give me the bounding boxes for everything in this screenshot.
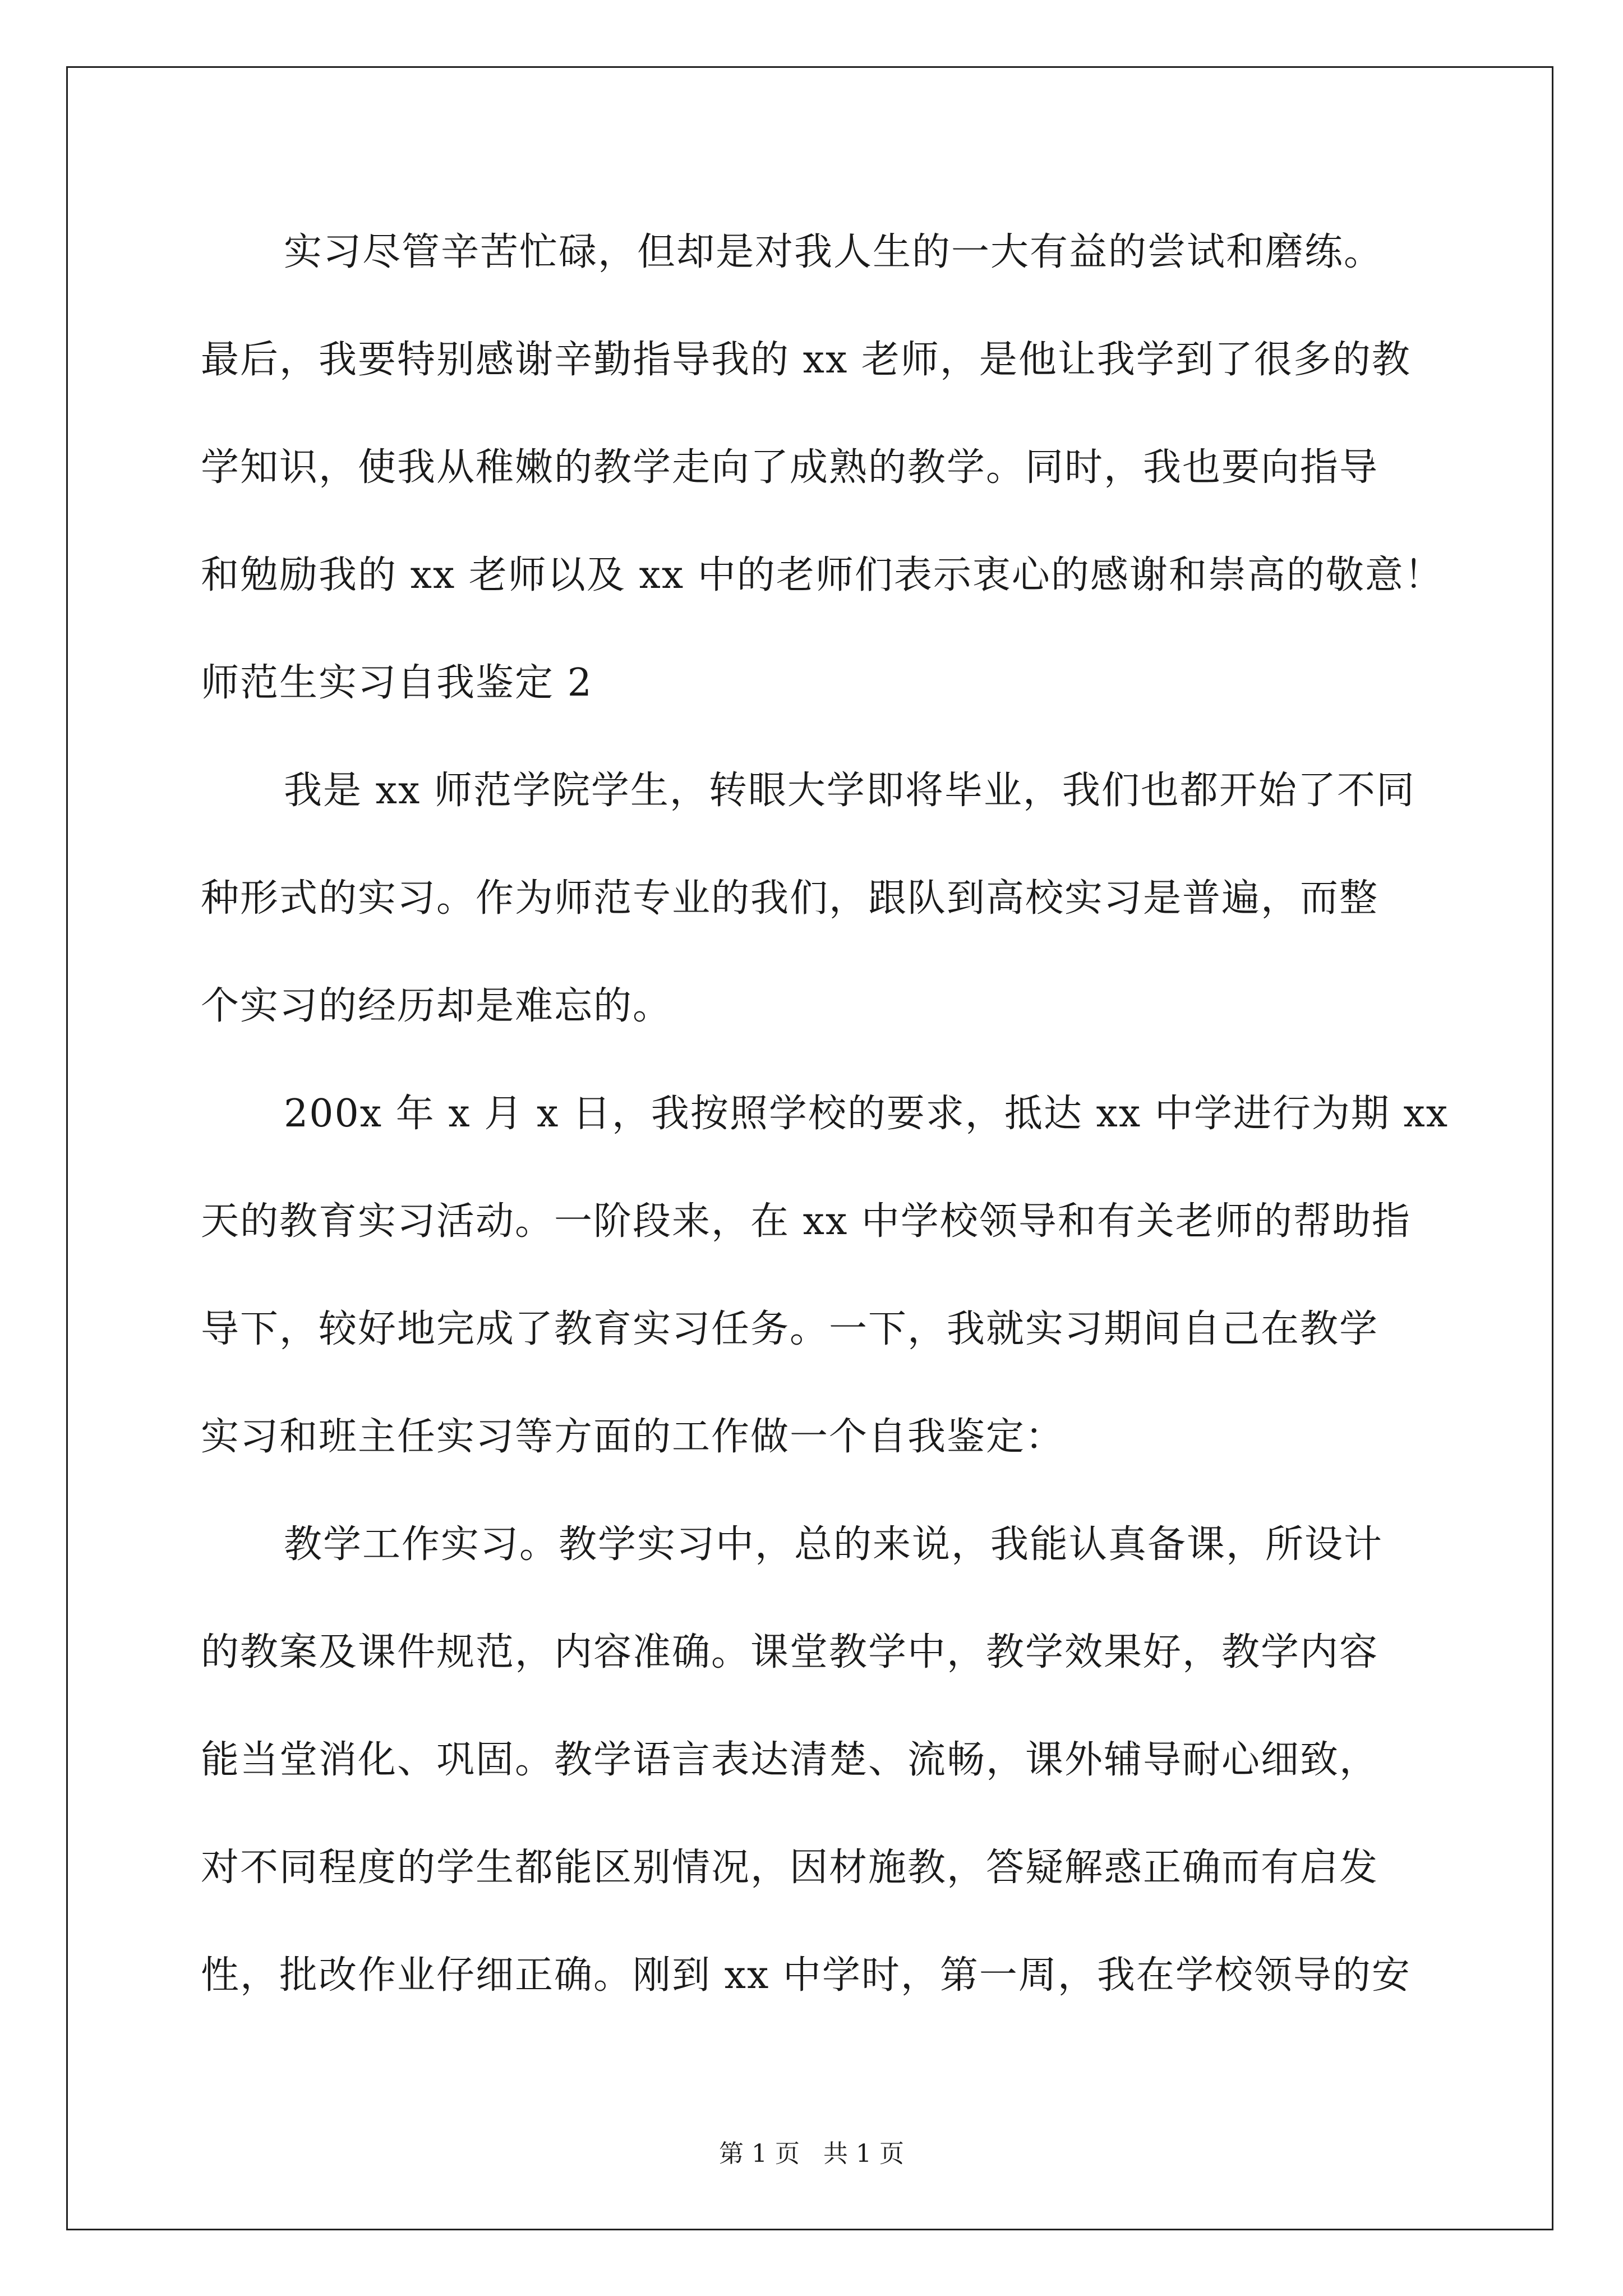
paragraph-line: 导下，较好地完成了教育实习任务。一下，我就实习期间自己在教学 [201, 1307, 1379, 1351]
page-footer [0, 2137, 1623, 2171]
paragraph-line: 学知识，使我从稚嫩的教学走向了成熟的教学。同时，我也要向指导 [201, 445, 1379, 490]
paragraph-line: 教学工作实习。教学实习中，总的来说，我能认真备课，所设计 [284, 1522, 1384, 1567]
paragraph-line: 能当堂消化、巩固。教学语言表达清楚、流畅，课外辅导耐心细致， [201, 1738, 1379, 1782]
paragraph-line: 实习和班主任实习等方面的工作做一个自我鉴定： [201, 1415, 1065, 1459]
paragraph-line: 和勉励我的 xx 老师以及 xx 中的老师们表示衷心的感谢和崇高的敬意！ [201, 553, 1444, 597]
paragraph-line: 200x 年 x 月 x 日，我按照学校的要求，抵达 xx 中学进行为期 xx [284, 1092, 1449, 1136]
section-heading: 师范生实习自我鉴定 2 [201, 661, 593, 705]
paragraph-line: 天的教育实习活动。一阶段来，在 xx 中学校领导和有关老师的帮助指 [201, 1199, 1411, 1244]
page-total: 共 1 页 [823, 2139, 904, 2168]
page-number: 第 1 页 [719, 2139, 800, 2168]
paragraph-line: 个实习的经历却是难忘的。 [201, 984, 672, 1028]
paragraph-line: 对不同程度的学生都能区别情况，因材施教，答疑解惑正确而有启发 [201, 1846, 1379, 1890]
paragraph-line: 我是 xx 师范学院学生，转眼大学即将毕业，我们也都开始了不同 [284, 769, 1415, 813]
document-body [201, 212, 1449, 2043]
paragraph-line: 性，批改作业仔细正确。刚到 xx 中学时，第一周，我在学校领导的安 [201, 1953, 1411, 1998]
paragraph-line: 的教案及课件规范，内容准确。课堂教学中，教学效果好，教学内容 [201, 1630, 1379, 1674]
paragraph-line: 种形式的实习。作为师范专业的我们，跟队到高校实习是普遍，而整 [201, 876, 1379, 921]
paragraph-line: 最后，我要特别感谢辛勤指导我的 xx 老师，是他让我学到了很多的教 [201, 338, 1411, 382]
paragraph-line: 实习尽管辛苦忙碌，但却是对我人生的一大有益的尝试和磨练。 [284, 230, 1384, 274]
